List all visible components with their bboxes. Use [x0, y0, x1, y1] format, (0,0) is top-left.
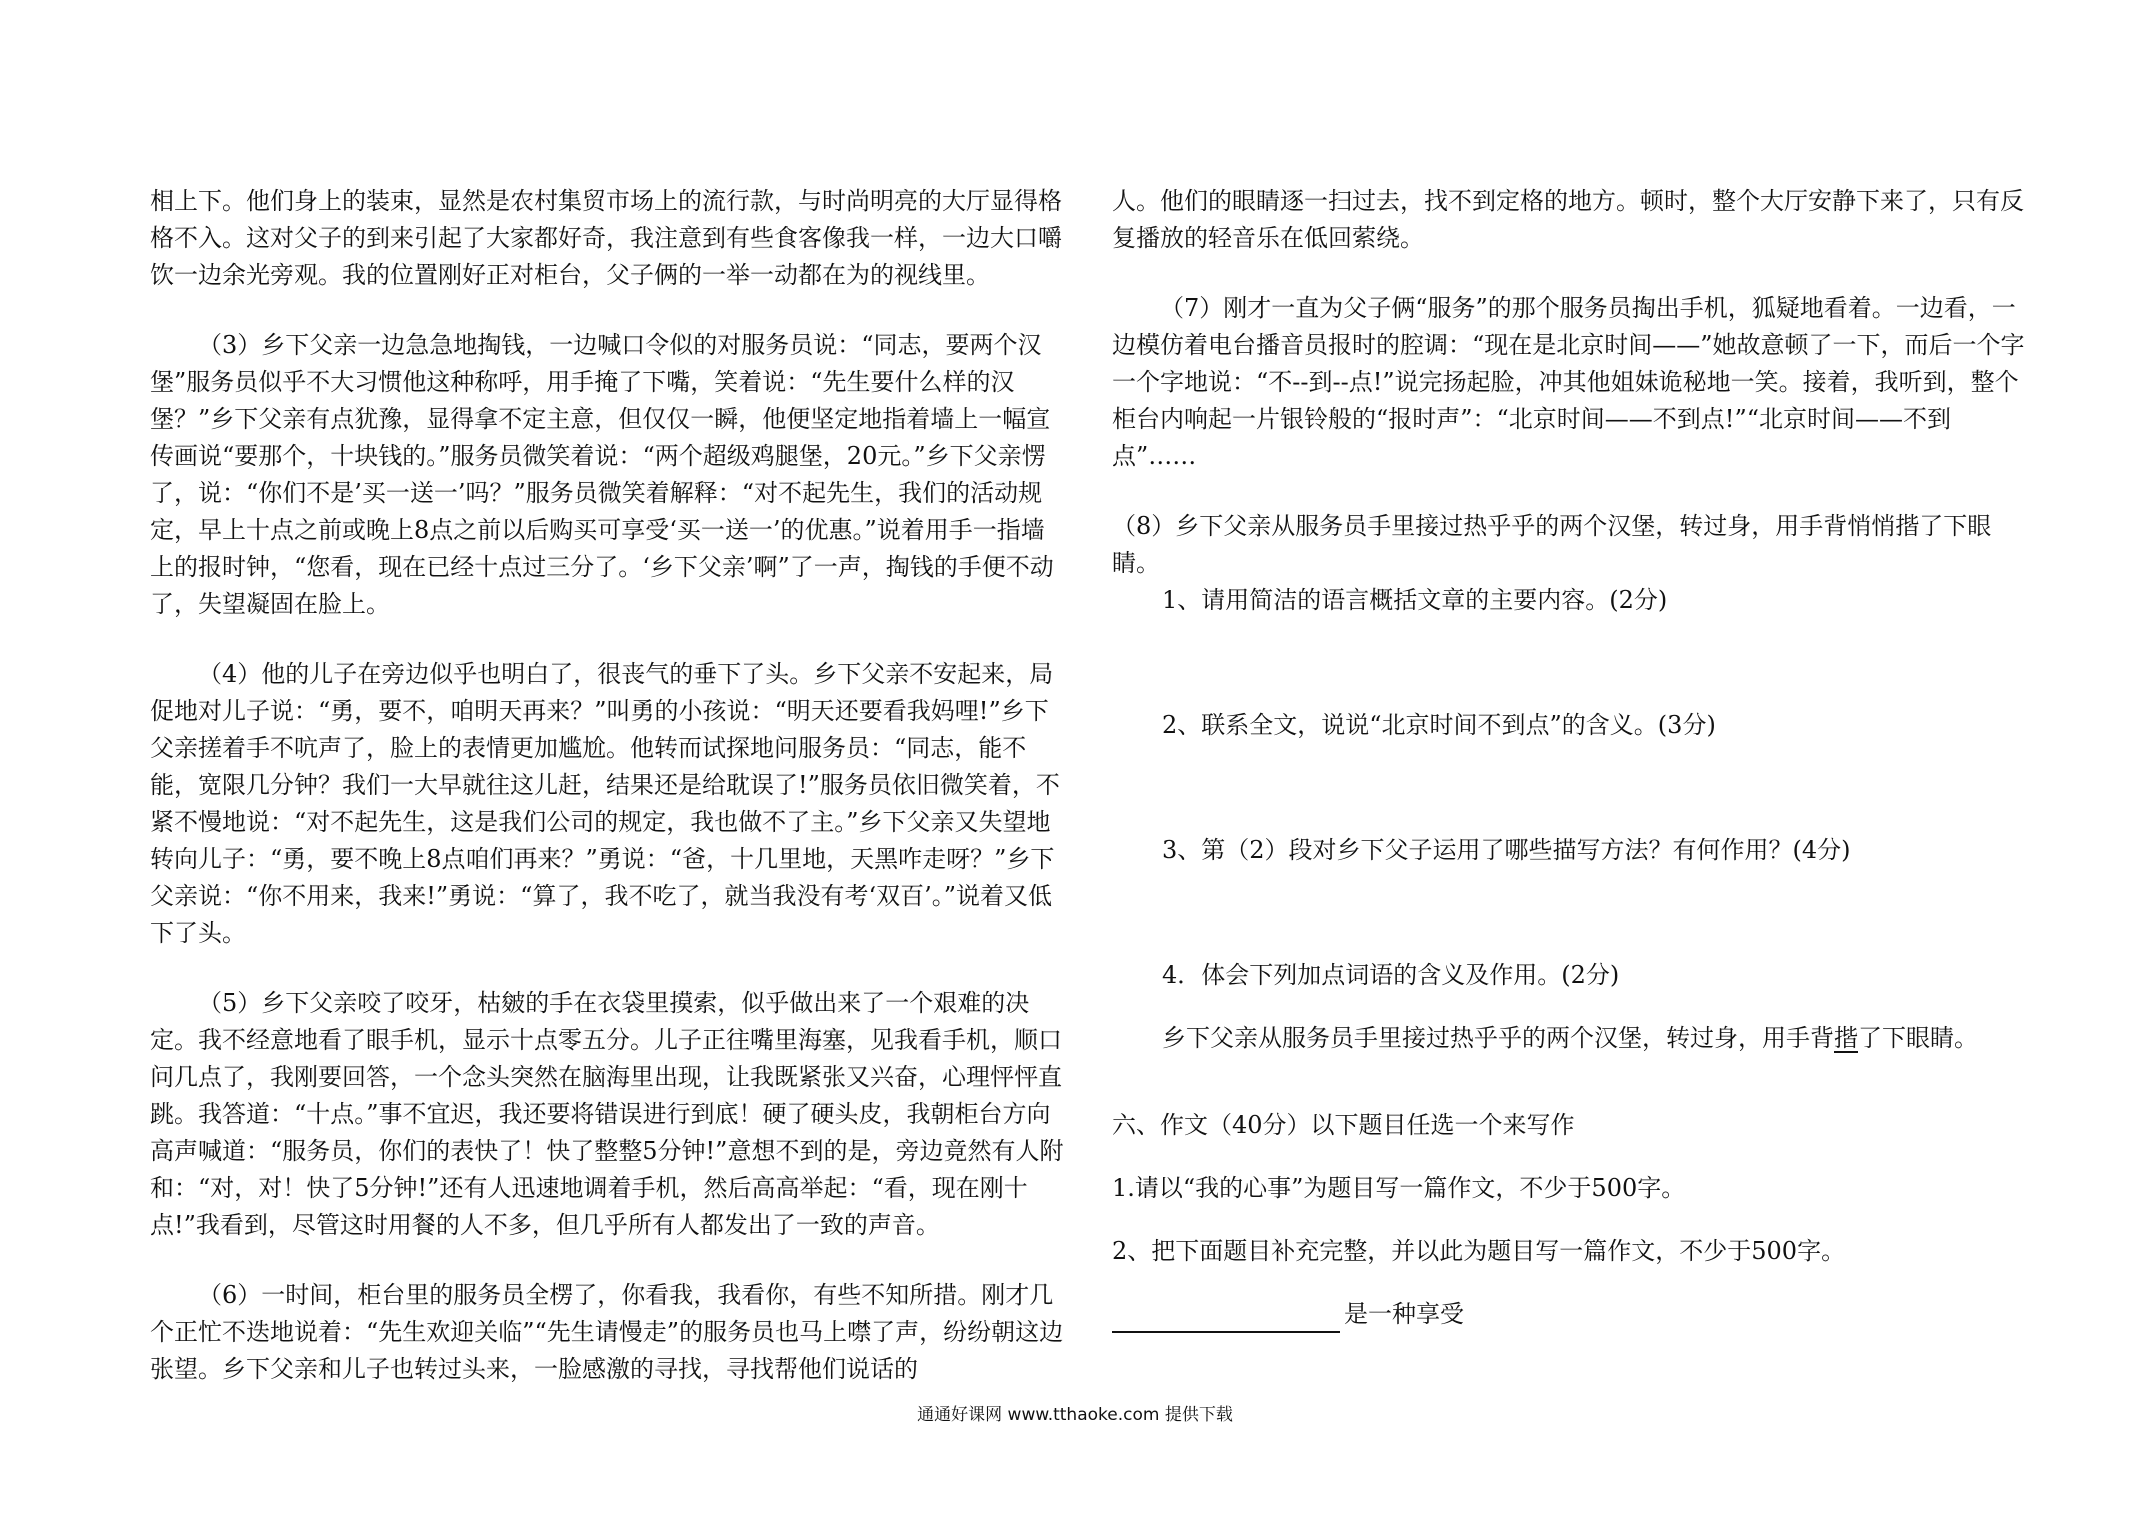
essay-title-blank-line [1112, 1296, 2027, 1333]
question-4: 4．体会下列加点词语的含义及作用。(2分) [1162, 961, 1620, 989]
essay-option-1: 1.请以“我的心事”为题目写一篇作文，不少于500字。 [1112, 1174, 1686, 1202]
paragraph-2-continued: 相上下。他们身上的装束，显然是农村集贸市场上的流行款，与时尚明亮的大厅显得格格不入。这对父子的到来引起了大家都好奇，我注意到有些食客像我一样，一边大口嚼饮一边余光旁观。我的位置刚好正对柜台，父子俩的一举一动都在为的视线里。 [150, 187, 1062, 289]
footer-credit: 通通好课网 www.tthaoke.com 提供下载 [917, 1405, 1233, 1425]
paragraph-8: （8）乡下父亲从服务员手里接过热乎乎的两个汉堡，转过身，用手背悄悄揩了下眼睛。 [1112, 512, 1992, 577]
question-1: 1、请用简洁的语言概括文章的主要内容。(2分) [1162, 586, 1668, 614]
answer-space-2 [1112, 744, 2027, 832]
q4-dotted-word: 揩 [1834, 1024, 1858, 1052]
paragraph-7: （7）刚才一直为父子俩“服务”的那个服务员掏出手机，狐疑地看着。一边看，一边模仿着电台播音员报时的腔调：“现在是北京时间——”她故意顿了一下，而后一个字一个字地说：“不--到--点!”说完扬起脸，冲其他姐妹诡秘地一笑。接着，我听到，整个柜台内响起一片银铃般的“报时声”：“北京时间——不到点!”“北京时间——不到点”…… [1112, 294, 2025, 470]
question-3: 3、第（2）段对乡下父子运用了哪些描写方法？有何作用？(4分) [1162, 836, 1851, 864]
paragraph-6: （6）一时间，柜台里的服务员全楞了，你看我，我看你，有些不知所措。刚才几个正忙不迭地说着：“先生欢迎关临”“先生请慢走”的服务员也马上噤了声，纷纷朝这边张望。乡下父亲和儿子也转过头来，一脸感激的寻找，寻找帮他们说话的 [150, 1281, 1064, 1383]
q4-sentence-before: 乡下父亲从服务员手里接过热乎乎的两个汉堡，转过身，用手背 [1162, 1024, 1834, 1052]
paragraph-4: （4）他的儿子在旁边似乎也明白了，很丧气的垂下了头。乡下父亲不安起来，局促地对儿子说：“勇，要不，咱明天再来？”叫勇的小孩说：“明天还要看我妈哩!”乡下父亲搓着手不吭声了，脸上的表情更加尴尬。他转而试探地问服务员：“同志，能不能，宽限几分钟？我们一大早就往这儿赶，结果还是给耽误了!”服务员依旧微笑着，不紧不慢地说：“对不起先生，这是我们公司的规定，我也做不了主。”乡下父亲又失望地转向儿子：“勇，要不晚上8点咱们再来？”勇说：“爸，十几里地，天黑咋走呀？”乡下父亲说：“你不用来，我来!”勇说：“算了，我不吃了，就当我没有考‘双百’。”说着又低下了头。 [150, 660, 1060, 947]
answer-space-3 [1112, 869, 2027, 957]
right-column [1112, 183, 2027, 1333]
title-blank-underline [1112, 1305, 1340, 1333]
left-column [150, 183, 1065, 1388]
essay-title-suffix: 是一种享受 [1344, 1300, 1464, 1328]
paragraph-5: （5）乡下父亲咬了咬牙，枯皴的手在衣袋里摸索，似乎做出来了一个艰难的决定。我不经意地看了眼手机，显示十点零五分。儿子正往嘴里海塞，见我看手机，顺口问几点了，我刚要回答，一个念头突然在脑海里出现，让我既紧张又兴奋，心理怦怦直跳。我答道：“十点。”事不宜迟，我还要将错误进行到底！硬了硬头皮，我朝柜台方向高声喊道：“服务员，你们的表快了！快了整整5分钟!”意想不到的是，旁边竟然有人附和：“对，对！快了5分钟!”还有人迅速地调着手机，然后高高举起：“看，现在刚十点!”我看到，尽管这时用餐的人不多，但几乎所有人都发出了一致的声音。 [150, 989, 1064, 1239]
section-6-title: 六、作文（40分）以下题目任选一个来写作 [1112, 1111, 1575, 1139]
question-2: 2、联系全文，说说“北京时间不到点”的含义。(3分) [1162, 711, 1716, 739]
q4-sentence-after: 了下眼睛。 [1858, 1024, 1978, 1052]
paragraph-6-continued: 人。他们的眼睛逐一扫过去，找不到定格的地方。顿时，整个大厅安静下来了，只有反复播放的轻音乐在低回萦绕。 [1112, 187, 2024, 252]
paragraph-3: （3）乡下父亲一边急急地掏钱，一边喊口令似的对服务员说：“同志，要两个汉堡”服务员似乎不大习惯他这种称呼，用手掩了下嘴，笑着说：“先生要什么样的汉堡？”乡下父亲有点犹豫，显得拿不定主意，但仅仅一瞬，他便坚定地指着墙上一幅宣传画说“要那个，十块钱的。”服务员微笑着说：“两个超级鸡腿堡，20元。”乡下父亲愣了，说：“你们不是’买一送一’吗？”服务员微笑着解释：“对不起先生，我们的活动规定，早上十点之前或晚上8点之前以后购买可享受‘买一送一’的优惠。”说着用手一指墙上的报时钟，“您看，现在已经十点过三分了。‘乡下父亲’啊”了一声，掏钱的手便不动了，失望凝固在脸上。 [150, 331, 1054, 618]
answer-space-1 [1112, 619, 2027, 707]
question-4-sentence [1112, 1020, 2027, 1057]
essay-option-2: 2、把下面题目补充完整，并以此为题目写一篇作文，不少于500字。 [1112, 1237, 1846, 1265]
